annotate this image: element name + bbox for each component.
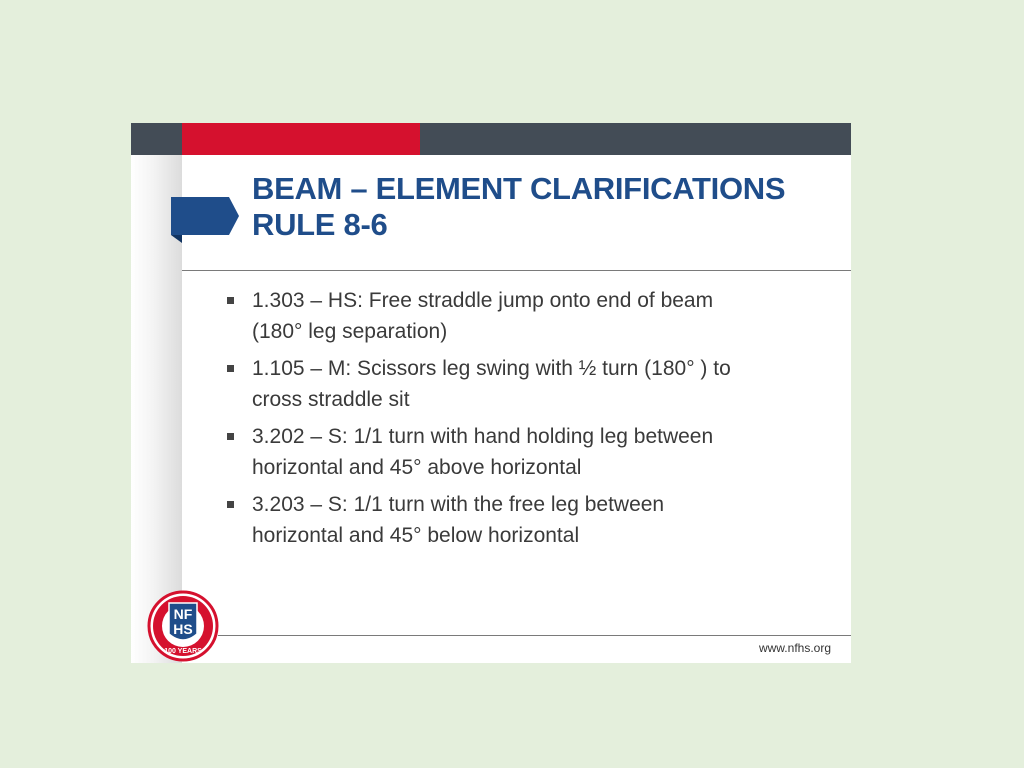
slide-title-line-1: BEAM – ELEMENT CLARIFICATIONS: [252, 171, 786, 206]
slide-title-line-2: RULE 8-6: [252, 207, 388, 242]
bullet-square-icon: [227, 501, 234, 508]
bullet-list: [224, 285, 824, 557]
footer-url: www.nfhs.org: [758, 641, 831, 655]
bullet-text-line-1: 3.203 – S: 1/1 turn with the free leg between: [252, 493, 665, 516]
bullet-text-line-2: cross straddle sit: [252, 388, 410, 411]
bullet-square-icon: [227, 365, 234, 372]
nfhs-logo-icon: [147, 590, 219, 662]
logo-ring-text: 100 YEARS: [164, 648, 202, 655]
bullet-item: [224, 285, 824, 347]
bullet-text-line-2: (180° leg separation): [252, 320, 448, 343]
bullet-text-line-2: horizontal and 45° below horizontal: [252, 524, 580, 547]
arrow-icon: [171, 189, 239, 243]
footer-divider: [218, 635, 851, 636]
bullet-text-line-1: 3.202 – S: 1/1 turn with hand holding leg between: [252, 425, 714, 448]
bullet-item: [224, 353, 824, 415]
slide: [131, 123, 851, 663]
top-bar: [131, 123, 851, 155]
slide-title: [252, 171, 842, 243]
bullet-text-line-2: horizontal and 45° above horizontal: [252, 456, 582, 479]
top-bar-red-accent: [182, 123, 420, 155]
bullet-square-icon: [227, 297, 234, 304]
logo-text-top: NF: [173, 606, 193, 622]
bullet-item: [224, 489, 824, 551]
title-divider: [182, 270, 851, 271]
logo-text-bottom: HS: [173, 621, 193, 637]
bullet-text-line-1: 1.303 – HS: Free straddle jump onto end of beam: [252, 289, 714, 312]
bullet-text-line-1: 1.105 – M: Scissors leg swing with ½ turn (180° ) to: [252, 357, 731, 380]
bullet-item: [224, 421, 824, 483]
bullet-square-icon: [227, 433, 234, 440]
